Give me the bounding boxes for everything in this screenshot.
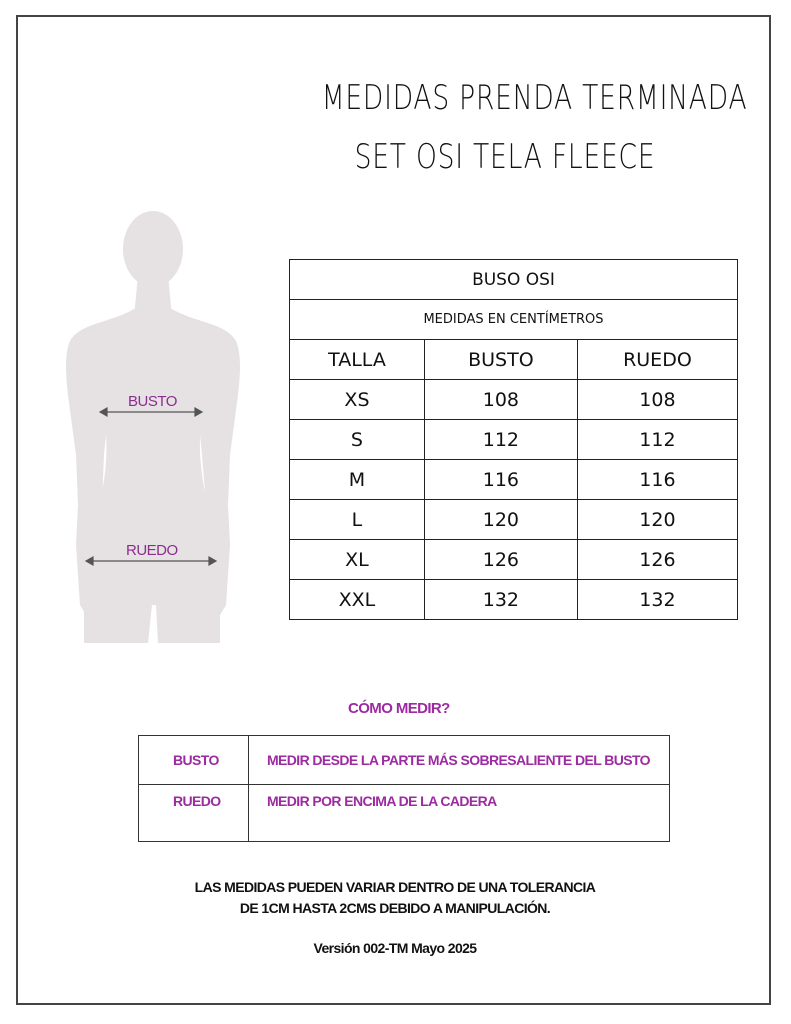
- page-title: MEDIDAS PRENDA TERMINADA: [321, 78, 748, 118]
- hem-cell: 132: [577, 580, 737, 620]
- measure-instruction: MEDIR POR ENCIMA DE LA CADERA: [249, 785, 670, 842]
- page-subtitle: SET OSI TELA FLEECE: [354, 137, 656, 177]
- hem-label: RUEDO: [126, 542, 178, 559]
- tolerance-note-line1: LAS MEDIDAS PUEDEN VARIAR DENTRO DE UNA TOLERANCIA: [194, 879, 596, 895]
- table-row: [139, 736, 670, 785]
- body-figure: [40, 205, 280, 645]
- table-row: [290, 540, 738, 580]
- size-table-caption: BUSO OSI: [290, 260, 738, 300]
- hem-cell: 120: [577, 500, 737, 540]
- silhouette-image: [40, 205, 280, 645]
- hem-cell: 108: [577, 380, 737, 420]
- size-cell: S: [290, 420, 425, 460]
- hem-cell: 112: [577, 420, 737, 460]
- table-row: [290, 580, 738, 620]
- bust-cell: 126: [424, 540, 577, 580]
- measure-key: BUSTO: [139, 736, 249, 785]
- size-table-units: MEDIDAS EN CENTÍMETROS: [290, 300, 738, 340]
- size-table-header: [290, 340, 738, 380]
- bust-cell: 108: [424, 380, 577, 420]
- column-header: TALLA: [290, 340, 425, 380]
- bust-label: BUSTO: [128, 393, 177, 410]
- bust-cell: 120: [424, 500, 577, 540]
- table-row: [290, 460, 738, 500]
- how-to-measure-table: [138, 735, 670, 842]
- measure-key: RUEDO: [139, 785, 249, 842]
- hem-cell: 126: [577, 540, 737, 580]
- table-row: [290, 500, 738, 540]
- tolerance-note-line2: DE 1CM HASTA 2CMS DEBIDO A MANIPULACIÓN.: [239, 900, 551, 916]
- how-to-measure-title: CÓMO MEDIR?: [348, 700, 450, 717]
- table-row: [290, 420, 738, 460]
- size-cell: XL: [290, 540, 425, 580]
- column-header: BUSTO: [424, 340, 577, 380]
- bust-cell: 116: [424, 460, 577, 500]
- size-cell: XXL: [290, 580, 425, 620]
- bust-cell: 132: [424, 580, 577, 620]
- bust-cell: 112: [424, 420, 577, 460]
- measure-instruction: MEDIR DESDE LA PARTE MÁS SOBRESALIENTE DEL BUSTO: [249, 736, 670, 785]
- size-cell: L: [290, 500, 425, 540]
- size-cell: M: [290, 460, 425, 500]
- size-cell: XS: [290, 380, 425, 420]
- table-row: [139, 785, 670, 842]
- size-table: [289, 259, 738, 620]
- table-row: [290, 380, 738, 420]
- version-label: Versión 002-TM Mayo 2025: [313, 940, 477, 956]
- column-header: RUEDO: [577, 340, 737, 380]
- hem-cell: 116: [577, 460, 737, 500]
